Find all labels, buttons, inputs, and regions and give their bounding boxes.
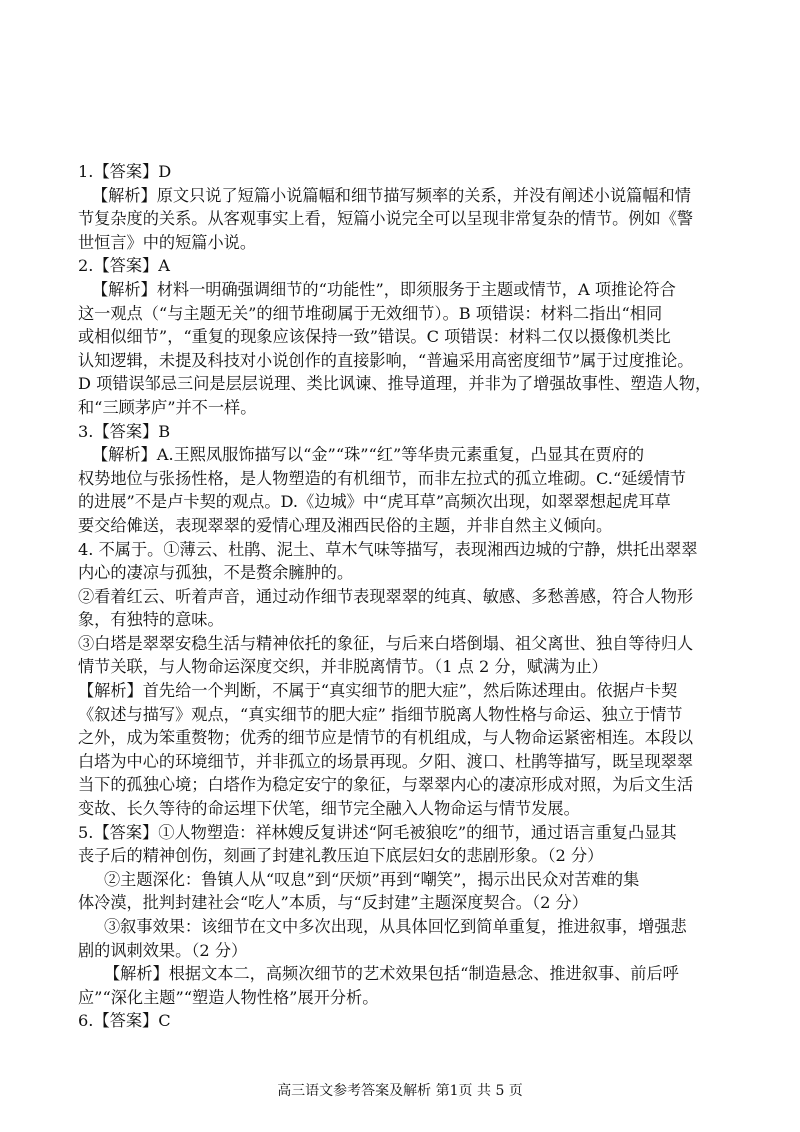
text-line: 2.【答案】A xyxy=(78,256,170,276)
text-line: 3.【答案】B xyxy=(78,421,171,441)
text-line: 【解析】首先给一个判断，不属于“真实细节的肥大症”，然后陈述理由。依据卢卡契 xyxy=(78,681,678,701)
text-line: 《叙述与描写》观点，“真实细节的肥大症” 指细节脱离人物性格与命运、独立于情节 xyxy=(78,704,683,724)
text-line: ②主题深化：鲁镇人从“叹息”到“厌烦”再到“嘲笑”，揭示出民众对苦难的集 xyxy=(104,869,640,889)
text-line: 的进展”不是卢卡契的观点。D.《边城》中“虎耳草”高频次出现，如翠翠想起虎耳草 xyxy=(78,492,671,512)
document-body xyxy=(78,160,738,1033)
text-line: 权势地位与张扬性格，是人物塑造的有机细节，而非左拉式的孤立堆砌。C.“延缓情节 xyxy=(78,468,686,488)
text-line: 应”“深化主题”“塑造人物性格”展开分析。 xyxy=(78,987,379,1007)
text-line: ③白塔是翠翠安稳生活与精神依托的象征，与后来白塔倒塌、祖父离世、独自等待归人 xyxy=(78,633,694,653)
text-line: 或相似细节”，“重复的现象应该保持一致”错误。C 项错误：材料二仅以摄像机类比 xyxy=(78,327,671,347)
text-line: 4. 不属于。①薄云、杜鹃、泥土、草木气味等描写，表现湘西边城的宁静，烘托出翠翠 xyxy=(78,539,698,559)
text-line: 1.【答案】D xyxy=(78,162,172,181)
text-line: ②看着红云、听着声音，通过动作细节表现翠翠的纯真、敏感、多愁善感，符合人物形 xyxy=(78,586,694,606)
text-line: 【解析】原文只说了短篇小说篇幅和细节描写频率的关系，并没有阐述小说篇幅和情 xyxy=(92,185,691,205)
text-line: 节复杂度的关系。从客观事实上看，短篇小说完全可以呈现非常复杂的情节。例如《警 xyxy=(78,209,694,229)
text-line: 认知逻辑，未提及科技对小说创作的直接影响，“普遍采用高密度细节”属于过度推论。 xyxy=(78,350,694,370)
text-line: 要交给傩送，表现翠翠的爱情心理及湘西民俗的主题，并非自然主义倾向。 xyxy=(78,515,613,535)
text-line: 情节关联，与人物命运深度交织，并非脱离情节。（1 点 2 分，赋满为止） xyxy=(78,657,608,677)
text-line: 变故、长久等待的命运埋下伏笔，细节完全融入人物命运与情节发展。 xyxy=(78,799,580,819)
text-line: 6.【答案】C xyxy=(78,1011,171,1031)
text-line: 丧子后的精神创伤，刻画了封建礼教压迫下底层妇女的悲剧形象。（2 分） xyxy=(78,846,604,866)
text-line: 白塔为中心的环境细节，并非孤立的场景再现。夕阳、渡口、杜鹃等描写，既呈现翠翠 xyxy=(78,751,694,771)
text-line: 【解析】A.王熙凤服饰描写以“金”“珠”“红”等华贵元素重复，凸显其在贾府的 xyxy=(92,445,645,465)
text-line: 和“三顾茅庐”并不一样。 xyxy=(78,397,257,417)
text-line: 5.【答案】①人物塑造：祥林嫂反复讲述“阿毛被狼吃”的细节，通过语言重复凸显其 xyxy=(78,822,677,842)
text-line: 当下的孤独心境；白塔作为稳定安宁的象征，与翠翠内心的凄凉形成对照，为后文生活 xyxy=(78,775,694,795)
text-line: ③叙事效果：该细节在文中多次出现，从具体回忆到简单重复，推进叙事，增强悲 xyxy=(104,917,687,936)
text-line: D 项错误邹忌三问是层层说理、类比讽谏、推导道理，并非为了增强故事性、塑造人物， xyxy=(78,374,712,394)
text-line: 这一观点（“与主题无关”的细节堆砌属于无效细节）。B 项错误：材料二指出“相同 xyxy=(78,303,663,323)
text-line: 内心的凄凉与孤独，不是赘余臃肿的。 xyxy=(78,563,354,583)
page-footer: 高三语文参考答案及解析 第1页 共 5 页 xyxy=(277,1083,523,1099)
text-line: 【解析】材料一明确强调细节的“功能性”，即须服务于主题或情节，A 项推论符合 xyxy=(92,279,676,299)
text-line: 体冷漠，批判封建社会“吃人”本质，与“反封建”主题深度契合。（2 分） xyxy=(78,893,588,913)
text-line: 象，有独特的意味。 xyxy=(78,610,224,630)
text-line: 世恒言》中的短篇小说。 xyxy=(78,232,257,252)
text-line: 之外，成为笨重赘物；优秀的细节应是情节的有机组成，与人物命运紧密相连。本段以 xyxy=(78,728,694,748)
text-line: 【解析】根据文本二，高频次细节的艺术效果包括“制造悬念、推进叙事、前后呼 xyxy=(104,964,679,984)
text-line: 剧的讽刺效果。（2 分） xyxy=(78,940,248,960)
